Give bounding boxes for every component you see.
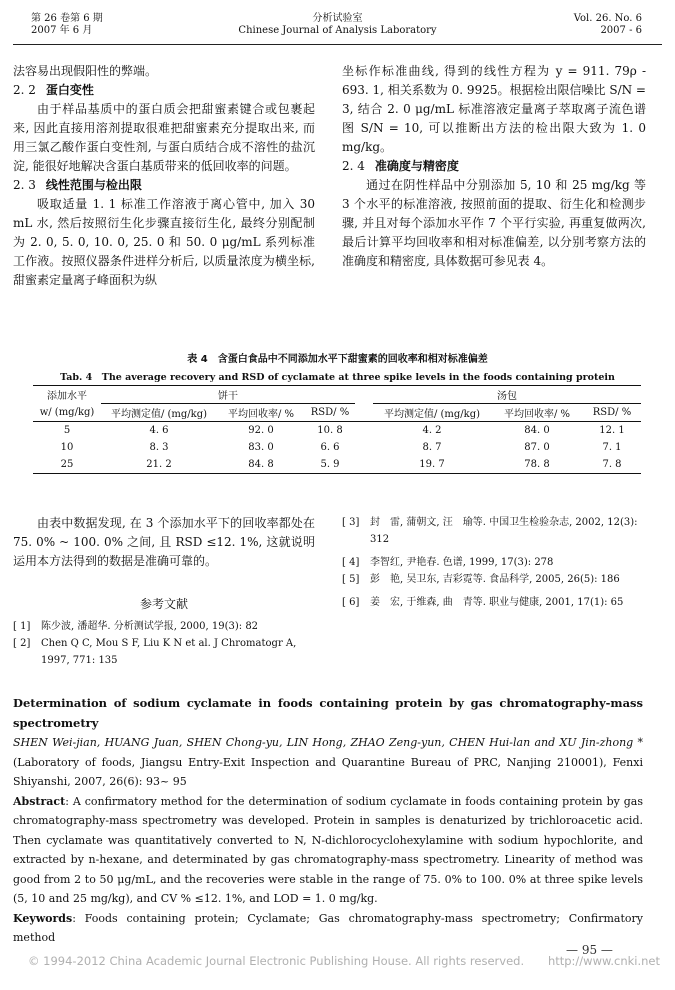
col-recovery: 平均回收率/ %: [503, 409, 571, 420]
reference-number: [ 4]: [342, 557, 360, 568]
cell-level: 10: [60, 442, 74, 453]
header-date-en: 2007 - 6: [600, 25, 642, 36]
col-mean: 平均测定值/ (mg/kg): [110, 409, 208, 420]
page-number: — 95 —: [566, 943, 613, 957]
continued-paragraph: 坐标作标准曲线, 得到的线性方程为 y = 911. 79ρ - 693. 1, 相关系数为 0. 9925。根据检出限信噪比 S/N = 3, 结合 2. 0 μg/mL 标准溶液定量离子萃取离子流色谱图 S/N = 10, 可以推断出方法的检出限大致为 1. 0 mg/kg。: [342, 64, 646, 154]
reference-number: [ 5]: [342, 574, 360, 585]
section-2-4-body: 通过在阴性样品中分别添加 5, 10 和 25 mg/kg 等 3 个水平的标准溶液, 按照前面的提取、衍生化和检测步骤, 并且对每个添加水平作 7 个平行实验, 再重复做两次, 最后计算平均回收率和相对标准偏差, 以分别考察方法的准确度和精密度, 具体数据可参见表 4。: [342, 178, 646, 268]
cell-value: 92. 0: [248, 425, 274, 436]
copyright-notice: © 1994-2012 China Academic Journal Electronic Publishing House. All rights reserved.: [28, 954, 525, 968]
english-abstract: [13, 792, 643, 909]
section-2-4-heading: [342, 157, 646, 176]
section-2-3-body: 吸取适量 1. 1 标准工作溶液于离心管中, 加入 30 mL 水, 然后按照衍生化步骤直接衍生化, 最终分别配制为 2. 0, 5. 0, 10. 0, 25. 0 和 50. 0 μg/mL 系列标准工作液。按照仪器条件进样分析后, 以质量浓度为横坐标, 甜蜜素定量离子峰面积为纵: [13, 197, 315, 287]
col-rsd: RSD/ %: [310, 407, 350, 418]
cell-value: 83. 0: [248, 442, 274, 453]
english-affiliation: (Laboratory of foods, Jiangsu Entry-Exit Inspection and Quarantine Bureau of PRC, Nanjing 210001), Fenxi Shiyanshi, 2007, 26(6): 93~ 95: [13, 755, 643, 788]
cell-value: 6. 6: [320, 442, 340, 453]
reference-text: 李智红, 尹艳春. 色谱, 1999, 17(3): 278: [370, 557, 554, 568]
continued-paragraph: 法容易出现假阳性的弊端。: [13, 64, 158, 78]
reference-number: [ 6]: [342, 597, 360, 608]
cell-value: 19. 7: [419, 459, 445, 470]
section-2-3-heading: [13, 176, 315, 195]
section-title: 蛋白变性: [45, 83, 94, 97]
col-level-label: 添加水平: [47, 391, 87, 403]
reference-item: [13, 635, 315, 669]
reference-item: [342, 594, 646, 611]
header-right: [574, 13, 642, 37]
table-caption-cn: 表 4 含蛋白食品中不同添加水平下甜蜜素的回收率和相对标准偏差: [187, 354, 488, 365]
reference-number: [ 3]: [342, 517, 360, 528]
reference-text: 姜 宏, 于维森, 曲 青等. 职业与健康, 2001, 17(1): 65: [370, 597, 624, 608]
abstract-text: : A confirmatory method for the determination of sodium cyclamate in foods containing protein by gas chromatography-mass spectrometry was developed. Protein in samples is denaturized by trichloroacetic acid. Then cyclamate was quantitatively converted to N, N-dichlorocyclohexylamine with sodium hypochlorite, and extracted by n-hexane, and determinated by gas chromatography-mass spectrometry. Linearity of method was good from 2 to 50 μg/mL, and the recoveries were stable in the range of 75. 0% to 100. 0% at three spike levels (5, 10 and 25 mg/kg), and CV % ≤12. 1%, and LOD = 1. 0 mg/kg.: [13, 794, 643, 905]
section-2-2-body: 由于样品基质中的蛋白质会把甜蜜素键合或包裹起来, 因此直接用溶剂提取很难把甜蜜素充分提取出来, 而用三氯乙酸作蛋白变性剂, 与蛋白质结合成不溶性的盐沉淀, 能很好地解决含蛋白基质带来的低回收率的问题。: [13, 102, 315, 173]
cell-value: 12. 1: [599, 425, 625, 436]
cell-level: 5: [63, 425, 71, 436]
col-mean: 平均测定值/ (mg/kg): [383, 409, 481, 420]
header-date: 2007 年 6 月: [31, 25, 93, 36]
table-header-row-1: [33, 386, 641, 404]
english-abstract-block: [13, 694, 643, 948]
cell-value: 8. 3: [149, 442, 169, 453]
reference-number: [ 2]: [13, 638, 31, 649]
cell-value: 4. 6: [149, 425, 169, 436]
section-number: 2. 2: [13, 83, 36, 97]
col-rsd: RSD/ %: [592, 407, 632, 418]
left-column-lower: [13, 514, 315, 669]
table-header-row-2: [33, 404, 641, 422]
right-column: [342, 62, 646, 271]
english-keywords: [13, 909, 643, 948]
left-column: [13, 62, 315, 290]
table-row: [33, 456, 641, 474]
reference-number: [ 1]: [13, 621, 31, 632]
cell-value: 4. 2: [422, 425, 442, 436]
reference-item: [13, 618, 315, 635]
cell-value: 87. 0: [524, 442, 550, 453]
english-authors-line: [13, 733, 643, 792]
english-authors: SHEN Wei-jian, HUANG Juan, SHEN Chong-yu, LIN Hong, ZHAO Zeng-yun, CHEN Hui-lan and XU Jin-zhong *: [13, 736, 643, 749]
group-soup-bun: 汤包: [373, 386, 641, 404]
cell-value: 7. 1: [602, 442, 622, 453]
reference-item: [342, 571, 646, 588]
cell-value: 84. 0: [524, 425, 550, 436]
header-rule: [13, 44, 662, 45]
reference-text: 彭 艳, 吴卫东, 吉彩霓等. 食品科学, 2005, 26(5): 186: [370, 574, 620, 585]
cell-value: 21. 2: [146, 459, 172, 470]
section-number: 2. 3: [13, 178, 36, 192]
table-row: [33, 422, 641, 440]
cell-value: 8. 7: [422, 442, 442, 453]
conclusion-paragraph: 由表中数据发现, 在 3 个添加水平下的回收率都处在 75. 0% ~ 100. 0% 之间, 且 RSD ≤12. 1%, 这就说明运用本方法得到的数据是准确可靠的。: [13, 516, 315, 568]
references-title: 参考文献: [139, 597, 188, 611]
section-number: 2. 4: [342, 159, 365, 173]
reference-text: Chen Q C, Mou S F, Liu K N et al. J Chromatogr A, 1997, 771: 135: [41, 638, 297, 666]
footer-url[interactable]: http://www.cnki.net: [547, 954, 660, 968]
header-volume: 第 26 卷第 6 期: [31, 13, 103, 24]
reference-text: 封 雷, 蒲朝文, 汪 瑜等. 中国卫生检验杂志, 2002, 12(3): 312: [370, 517, 638, 545]
cell-value: 84. 8: [248, 459, 274, 470]
cell-level: 25: [60, 459, 74, 470]
cell-value: 7. 8: [602, 459, 622, 470]
group-biscuit: 饼干: [101, 386, 355, 404]
right-column-lower: [342, 514, 646, 611]
cell-value: 5. 9: [320, 459, 340, 470]
section-2-2-heading: [13, 81, 315, 100]
reference-item: [342, 554, 646, 571]
cell-value: 10. 8: [317, 425, 343, 436]
running-header: [0, 13, 675, 45]
header-journal-en: Chinese Journal of Analysis Laboratory: [238, 25, 437, 36]
table-row: [33, 439, 641, 456]
abstract-label: Abstract: [13, 794, 66, 808]
section-title: 准确度与精密度: [374, 159, 459, 173]
keywords-text: : Foods containing protein; Cyclamate; Gas chromatography-mass spectrometry; Confirmatory method: [13, 911, 643, 944]
english-title: Determination of sodium cyclamate in foods containing protein by gas chromatography-mass spectrometry: [13, 696, 643, 730]
section-title: 线性范围与检出限: [45, 178, 142, 192]
col-level-unit: w/ (mg/kg): [39, 406, 95, 418]
reference-item: [342, 514, 646, 548]
header-journal-cn: 分析试验室: [312, 13, 363, 24]
cell-value: 78. 8: [524, 459, 550, 470]
col-recovery: 平均回收率/ %: [227, 409, 295, 420]
table-4: [33, 385, 641, 474]
table-caption-en: Tab. 4 The average recovery and RSD of cyclamate at three spike levels in the foods containing protein: [60, 372, 615, 383]
header-volume-en: Vol. 26. No. 6: [573, 13, 642, 24]
keywords-label: Keywords: [13, 911, 73, 925]
reference-text: 陈少波, 潘超华. 分析测试学报, 2000, 19(3): 82: [41, 621, 259, 632]
